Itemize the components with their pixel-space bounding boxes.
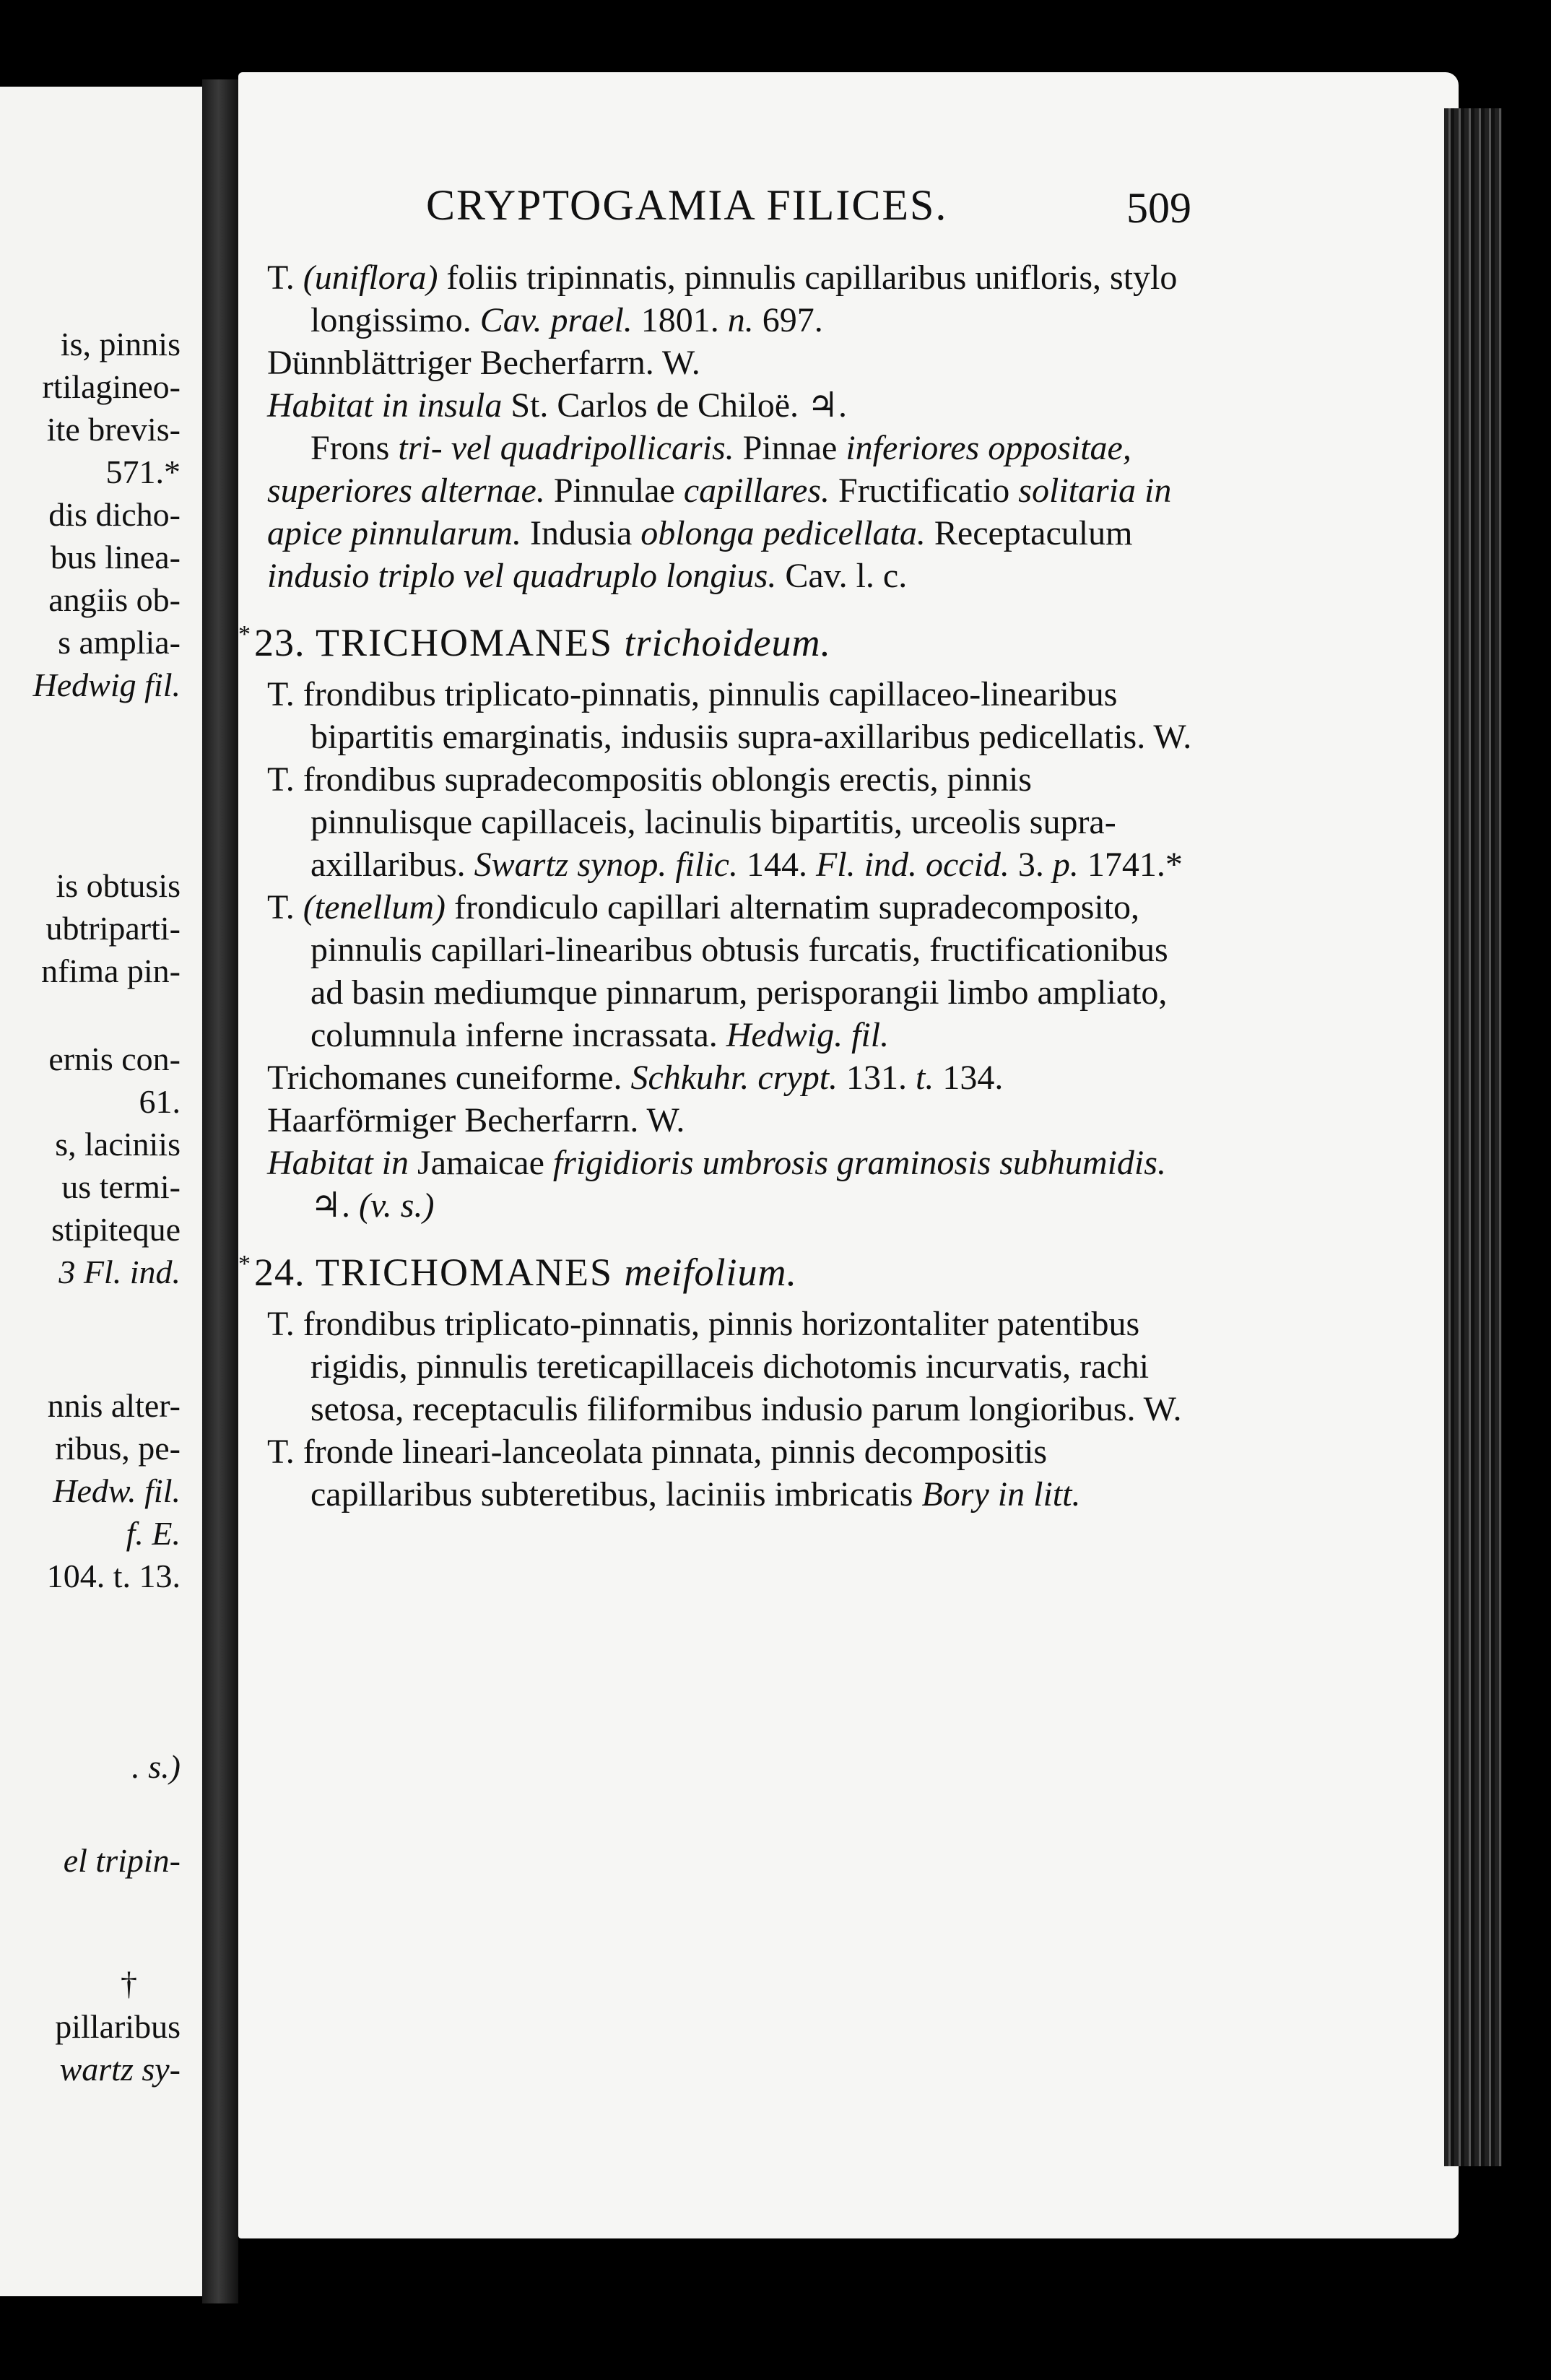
facing-line: Hedw. fil. xyxy=(53,1472,181,1509)
vernacular-name: Dünnblättriger Becherfarrn. W. xyxy=(267,344,700,382)
species-heading-24: *24. TRICHOMANES meifolium. xyxy=(238,1251,798,1294)
facing-line: ernis con- xyxy=(48,1041,181,1077)
synonym-entry: T. (uniflora) foliis tripinnatis, pinnulis capillaribus unifloris, stylo longissimo. Cav. prael. 1801. n. 697. xyxy=(267,259,1178,339)
facing-line: rtilagineo- xyxy=(42,368,181,405)
facing-line: f. E. xyxy=(126,1515,181,1552)
facing-line: us termi- xyxy=(61,1168,181,1205)
synonym-entry: T. frondibus triplicato-pinnatis, pinnis horizontaliter patentibus rigidis, pinnulis tereticapillaceis dichotomis incurvatis, rachi setosa, receptaculis filiformibus indusio parum longioribus. W. xyxy=(267,1305,1182,1428)
description-paragraph: Frons tri- vel quadripollicaris. Pinnae inferiores oppositae, superiores alternae. Pinnulae capillares. Fructificatio solitaria in apice pinnularum. Indusia oblonga pedicellata. Receptaculum indusio triplo vel quadruplo longius. Cav. l. c. xyxy=(267,429,1172,595)
facing-line: ribus, pe- xyxy=(55,1430,181,1467)
facing-line: nnis alter- xyxy=(47,1387,181,1424)
facing-line: s amplia- xyxy=(58,624,181,661)
facing-line: angiis ob- xyxy=(48,581,181,618)
facing-line: is obtusis xyxy=(56,867,181,904)
facing-line: el tripin- xyxy=(63,1842,181,1879)
facing-line: s, laciniis xyxy=(55,1126,181,1163)
facing-line: † xyxy=(121,1965,137,2002)
facing-line: 571.* xyxy=(105,453,181,490)
facing-page xyxy=(0,87,202,2296)
facing-line: bus linea- xyxy=(50,539,181,576)
facing-line: 3 Fl. ind. xyxy=(58,1254,181,1290)
facing-line: wartz sy- xyxy=(59,2051,181,2088)
synonym-entry: T. fronde lineari-lanceolata pinnata, pinnis decompositis capillaribus subteretibus, laciniis imbricatis Bory in litt. xyxy=(267,1433,1081,1513)
running-head xyxy=(181,181,1206,238)
facing-line: 61. xyxy=(139,1083,181,1120)
facing-line: pillaribus xyxy=(55,2008,181,2045)
facing-line: nfima pin- xyxy=(41,952,181,989)
species-heading-23: *23. TRICHOMANES trichoideum. xyxy=(238,621,831,664)
habitat-entry: Habitat in Jamaicae frigidioris umbrosis graminosis subhumidis. ♃. (v. s.) xyxy=(267,1144,1166,1225)
running-head-title: CRYPTOGAMIA FILICES. xyxy=(426,181,948,229)
facing-line: ite brevis- xyxy=(46,411,181,448)
synonym-entry: T. (tenellum) frondiculo capillari alternatim supradecomposito, pinnulis capillari-linearibus obtusis furcatis, fructificationibus ad basin mediumque pinnarum, perisporangii limbo ampliato, columnula inferne incrassata. Hedwig. fil. xyxy=(267,888,1168,1054)
page-number: 509 xyxy=(1126,184,1191,232)
page-edges xyxy=(1444,108,1502,2166)
facing-line: stipiteque xyxy=(51,1211,181,1248)
facing-line: . s.) xyxy=(131,1748,181,1785)
facing-line: 104. t. 13. xyxy=(46,1558,181,1594)
facing-line: is, pinnis xyxy=(60,326,181,362)
habitat-entry: Habitat in insula St. Carlos de Chiloë. ♃. xyxy=(267,386,848,425)
facing-line: Hedwig fil. xyxy=(32,666,181,703)
synonym-entry: Trichomanes cuneiforme. Schkuhr. crypt. 131. t. 134. xyxy=(267,1059,1004,1097)
synonym-entry: T. frondibus triplicato-pinnatis, pinnulis capillaceo-linearibus bipartitis emarginatis, indusiis supra-axillaribus pedicellatis. W. xyxy=(267,675,1192,756)
facing-line: ubtriparti- xyxy=(45,910,181,947)
vernacular-name: Haarförmiger Becherfarrn. W. xyxy=(267,1101,685,1139)
synonym-entry: T. frondibus supradecompositis oblongis erectis, pinnis pinnulisque capillaceis, lacinulis bipartitis, urceolis supra-axillaribus. Swartz synop. filic. 144. Fl. ind. occid. 3. p. 1741.* xyxy=(267,760,1183,884)
facing-line: dis dicho- xyxy=(48,496,181,533)
book-gutter xyxy=(202,79,238,2303)
text-body xyxy=(238,256,1199,1516)
